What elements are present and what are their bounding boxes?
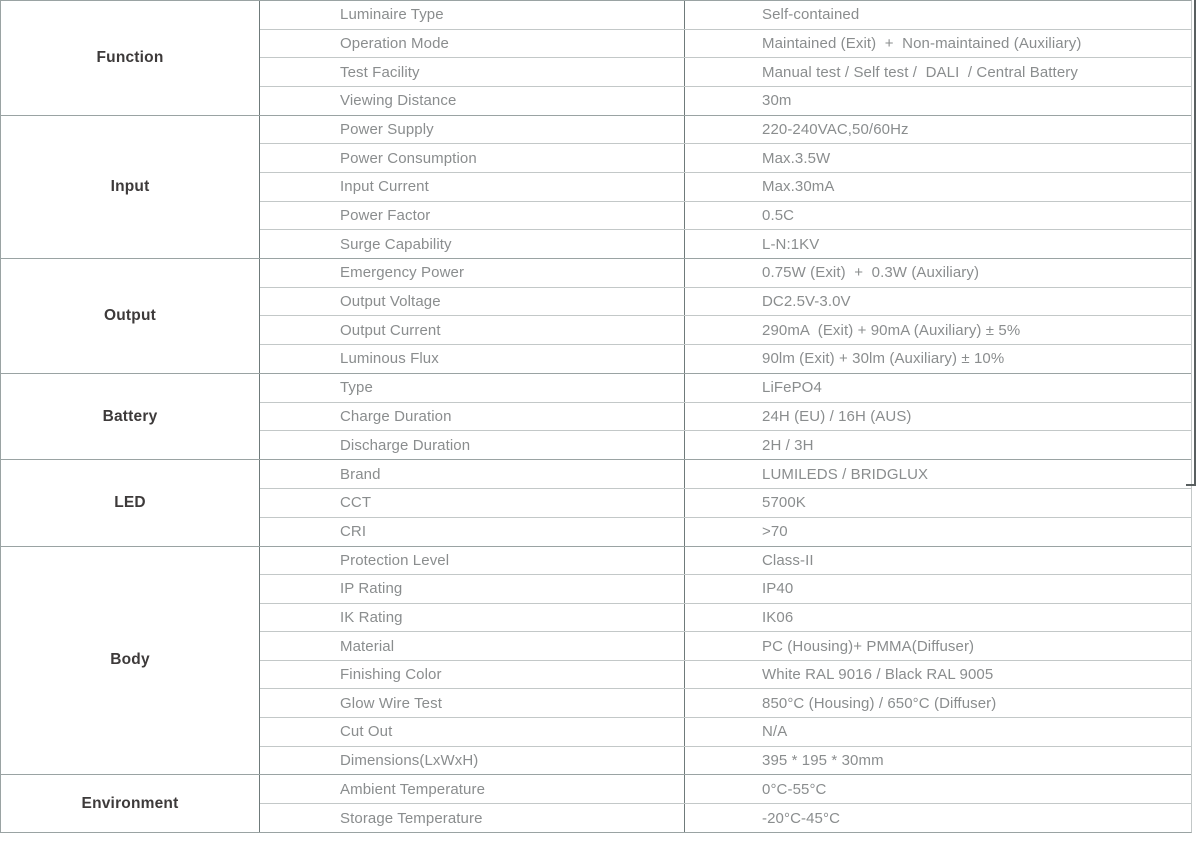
spec-label: Luminous Flux bbox=[260, 345, 685, 373]
category-cell bbox=[1, 116, 260, 258]
spec-value: 290mA (Exit) + 90mA (Auxiliary) ± 5% bbox=[762, 321, 1021, 339]
category-label: Output bbox=[104, 306, 156, 324]
spec-value: 395 * 195 * 30mm bbox=[762, 751, 884, 769]
category-label: LED bbox=[114, 493, 146, 511]
spec-label: Brand bbox=[260, 460, 685, 488]
category-cell bbox=[1, 547, 260, 775]
spec-value: -20°C-45°C bbox=[762, 809, 841, 827]
spec-row bbox=[260, 717, 1191, 746]
section-rows bbox=[260, 116, 1191, 258]
category-cell bbox=[1, 460, 260, 545]
spec-row bbox=[260, 631, 1191, 660]
spec-label: Viewing Distance bbox=[260, 87, 685, 115]
spec-label: Storage Temperature bbox=[260, 804, 685, 832]
section-battery bbox=[1, 373, 1191, 459]
spec-row bbox=[260, 259, 1191, 287]
spec-label: Input Current bbox=[260, 173, 685, 201]
spec-row bbox=[260, 517, 1191, 546]
spec-label: Power Consumption bbox=[260, 144, 685, 172]
spec-label: Cut Out bbox=[260, 718, 685, 746]
spec-row bbox=[260, 746, 1191, 775]
spec-value: 90lm (Exit) + 30lm (Auxiliary) ± 10% bbox=[762, 350, 1005, 368]
spec-label: Luminaire Type bbox=[260, 1, 685, 29]
spec-row bbox=[260, 344, 1191, 373]
category-cell bbox=[1, 374, 260, 459]
spec-label: Protection Level bbox=[260, 547, 685, 575]
spec-value: PC (Housing)+ PMMA(Diffuser) bbox=[762, 637, 975, 655]
spec-label: Test Facility bbox=[260, 58, 685, 86]
spec-row bbox=[260, 547, 1191, 575]
spec-value: 2H / 3H bbox=[762, 436, 814, 454]
spec-row bbox=[260, 29, 1191, 58]
spec-value: IK06 bbox=[762, 608, 794, 626]
category-label: Environment bbox=[81, 794, 179, 812]
spec-row bbox=[260, 402, 1191, 431]
section-rows bbox=[260, 547, 1191, 775]
spec-value: Manual test / Self test / DALI / Central Battery bbox=[762, 63, 1078, 81]
spec-value: Self-contained bbox=[762, 6, 860, 24]
section-body bbox=[1, 546, 1191, 775]
spec-value: Max.3.5W bbox=[762, 149, 831, 167]
spec-value: 5700K bbox=[762, 494, 806, 512]
category-label: Body bbox=[110, 651, 150, 669]
spec-label: Operation Mode bbox=[260, 30, 685, 58]
category-label: Function bbox=[96, 48, 164, 66]
spec-value: LUMILEDS / BRIDGLUX bbox=[762, 465, 929, 483]
spec-label: CCT bbox=[260, 489, 685, 517]
spec-row bbox=[260, 660, 1191, 689]
spec-label: Finishing Color bbox=[260, 661, 685, 689]
spec-row bbox=[260, 603, 1191, 632]
spec-row bbox=[260, 374, 1191, 402]
spec-label: Charge Duration bbox=[260, 403, 685, 431]
spec-row bbox=[260, 803, 1191, 832]
spec-row bbox=[260, 1, 1191, 29]
spec-row bbox=[260, 287, 1191, 316]
spec-value: Maintained (Exit) + Non-maintained (Auxiliary) bbox=[762, 35, 1082, 53]
spec-value: White RAL 9016 / Black RAL 9005 bbox=[762, 666, 994, 684]
spec-row bbox=[260, 430, 1191, 459]
spec-label: Power Factor bbox=[260, 202, 685, 230]
spec-value: 220-240VAC,50/60Hz bbox=[762, 121, 909, 139]
spec-row bbox=[260, 143, 1191, 172]
spec-value: >70 bbox=[762, 523, 788, 541]
spec-value: Max.30mA bbox=[762, 178, 835, 196]
spec-row bbox=[260, 460, 1191, 488]
spec-label: Material bbox=[260, 632, 685, 660]
spec-value: N/A bbox=[762, 723, 788, 741]
spec-row bbox=[260, 86, 1191, 115]
spec-value: 0.5C bbox=[762, 207, 795, 225]
spec-row bbox=[260, 574, 1191, 603]
section-led bbox=[1, 459, 1191, 545]
spec-row bbox=[260, 688, 1191, 717]
spec-label: Dimensions(LxWxH) bbox=[260, 747, 685, 775]
spec-value: 24H (EU) / 16H (AUS) bbox=[762, 408, 912, 425]
spec-label: Emergency Power bbox=[260, 259, 685, 287]
category-label: Battery bbox=[102, 407, 158, 425]
spec-value: 0°C-55°C bbox=[762, 780, 827, 798]
spec-row bbox=[260, 488, 1191, 517]
section-environment bbox=[1, 774, 1191, 832]
spec-row bbox=[260, 315, 1191, 344]
spec-row bbox=[260, 116, 1191, 144]
spec-label: Surge Capability bbox=[260, 230, 685, 258]
right-edge-line bbox=[1194, 0, 1196, 486]
spec-label: Ambient Temperature bbox=[260, 775, 685, 803]
section-rows bbox=[260, 460, 1191, 545]
spec-label: IP Rating bbox=[260, 575, 685, 603]
spec-label: CRI bbox=[260, 518, 685, 546]
spec-value: DC2.5V-3.0V bbox=[762, 293, 851, 311]
section-output bbox=[1, 258, 1191, 373]
spec-label: Discharge Duration bbox=[260, 431, 685, 459]
section-rows bbox=[260, 1, 1191, 115]
spec-value: Class-II bbox=[762, 551, 814, 569]
spec-row bbox=[260, 775, 1191, 803]
spec-label: Power Supply bbox=[260, 116, 685, 144]
spec-label: IK Rating bbox=[260, 604, 685, 632]
category-cell bbox=[1, 1, 260, 115]
spec-row bbox=[260, 229, 1191, 258]
section-rows bbox=[260, 374, 1191, 459]
spec-row bbox=[260, 172, 1191, 201]
spec-label: Output Voltage bbox=[260, 288, 685, 316]
spec-label: Output Current bbox=[260, 316, 685, 344]
section-input bbox=[1, 115, 1191, 258]
spec-value: LiFePO4 bbox=[762, 379, 822, 397]
spec-value: L-N:1KV bbox=[762, 235, 820, 253]
spec-label: Glow Wire Test bbox=[260, 689, 685, 717]
spec-value: 850°C (Housing) / 650°C (Diffuser) bbox=[762, 694, 997, 712]
section-rows bbox=[260, 775, 1191, 832]
spec-row bbox=[260, 57, 1191, 86]
section-rows bbox=[260, 259, 1191, 373]
section-function bbox=[1, 1, 1191, 115]
right-edge-hook bbox=[1186, 484, 1196, 486]
spec-value: 0.75W (Exit) + 0.3W (Auxiliary) bbox=[762, 264, 980, 282]
category-cell bbox=[1, 775, 260, 832]
category-label: Input bbox=[110, 177, 150, 195]
spec-value: 30m bbox=[762, 92, 792, 110]
spec-value: IP40 bbox=[762, 580, 794, 598]
spec-row bbox=[260, 201, 1191, 230]
spec-label: Type bbox=[260, 374, 685, 402]
category-cell bbox=[1, 259, 260, 373]
